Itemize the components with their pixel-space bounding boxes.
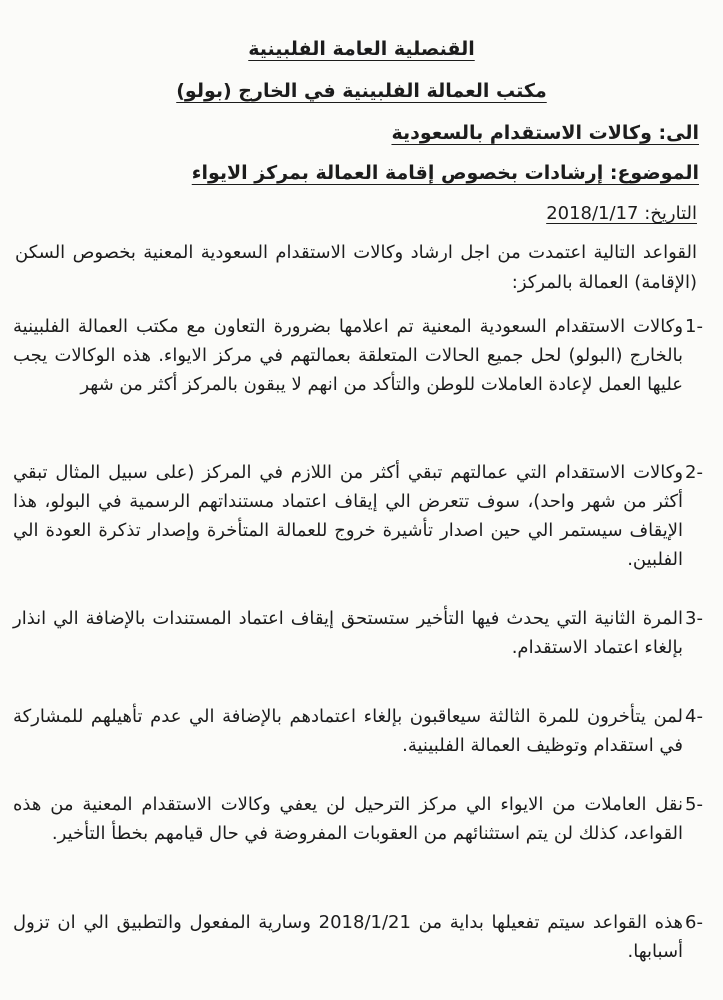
rule-number: 4- xyxy=(685,706,703,727)
rule-number: 3- xyxy=(685,608,703,629)
office-title: مكتب العمالة الفلبينية في الخارج (بولو) xyxy=(176,80,547,102)
rule-number: 6- xyxy=(685,912,703,933)
rule-item-6 xyxy=(13,908,703,966)
rule-item-4 xyxy=(13,702,703,760)
date-line: التاريخ: 2018/1/17 xyxy=(546,203,697,224)
rule-item-3 xyxy=(13,604,703,662)
rule-text: لمن يتأخرون للمرة الثالثة سيعاقبون بإلغاء اعتمادهم بالإضافة الي عدم تأهيلهم للمشاركة في استقدام وتوظيف العمالة الفلبينية. xyxy=(13,706,684,756)
consulate-title: القنصلية العامة الفلبينية xyxy=(248,38,475,60)
rule-text: وكالات الاستقدام السعودية المعنية تم اعلامها بضرورة التعاون مع مكتب العمالة الفلبينية بالخارج (البولو) لحل جميع الحالات المتعلقة بعمالتهم في مركز الايواء. هذه الوكالات يجب عليها العمل لإعادة العاملات للوطن والتأكد من انهم لا يبقون بالمركز أكثر من شهر xyxy=(13,316,684,395)
rule-text: نقل العاملات من الايواء الي مركز الترحيل لن يعفي وكالات الاستقدام المعنية من هذه القواعد، كذلك لن يتم استثنائهم من العقوبات المفروضة في حال قيامهم بخطأ التأخير. xyxy=(13,794,684,844)
rule-item-5 xyxy=(13,790,703,848)
rule-text: المرة الثانية التي يحدث فيها التأخير ستستحق إيقاف اعتماد المستندات بالإضافة الي انذار بإلغاء اعتماد الاستقدام. xyxy=(13,608,684,658)
rule-text: وكالات الاستقدام التي عمالتهم تبقي أكثر من اللازم في المركز (على سبيل المثال تبقي أكثر من شهر واحد)، سوف تتعرض الي إيقاف اعتماد مستنداتهم الرسمية في البولو، هذا الإيقاف سيستمر الي حين اصدار تأشيرة خروج للعمالة المتأخرة وإصدار تذكرة العودة الي الفلبين. xyxy=(13,462,684,570)
subject-line: الموضوع: إرشادات بخصوص إقامة العمالة بمركز الايواء xyxy=(191,162,699,184)
intro-paragraph: القواعد التالية اعتمدت من اجل ارشاد وكالات الاستقدام السعودية المعنية بخصوص السكن (الإقامة) العمالة بالمركز: xyxy=(15,242,697,293)
rule-number: 5- xyxy=(685,794,703,815)
recipient-line: الى: وكالات الاستقدام بالسعودية xyxy=(391,122,699,144)
rule-item-1 xyxy=(13,312,703,399)
rule-number: 2- xyxy=(685,462,703,483)
rule-item-2 xyxy=(13,458,703,574)
rule-number: 1- xyxy=(685,316,703,337)
rule-text: هذه القواعد سيتم تفعيلها بداية من 2018/1/21 وسارية المفعول والتطبيق الي ان تزول أسبابها. xyxy=(13,912,684,962)
